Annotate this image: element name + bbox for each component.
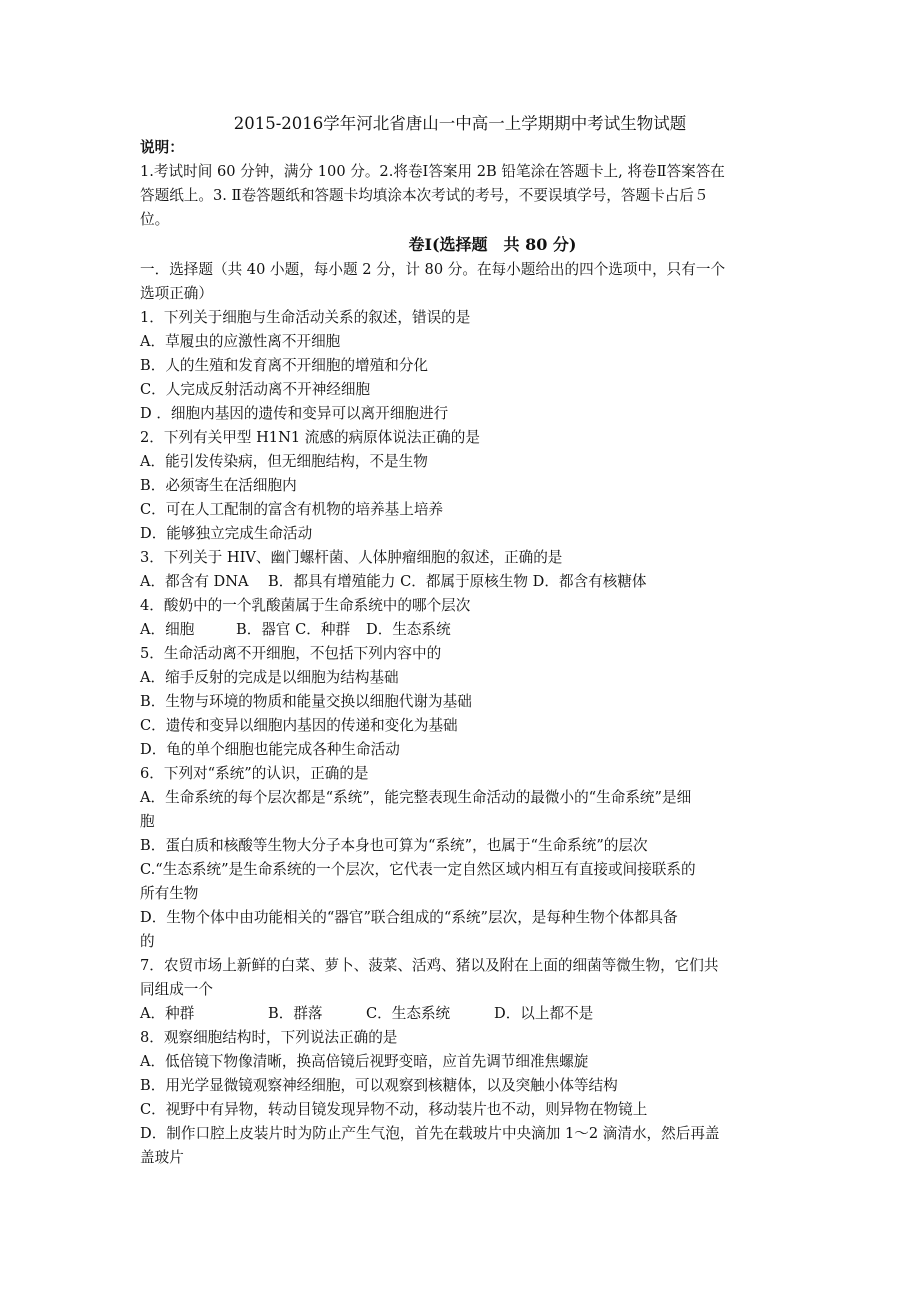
option-a: A．缩手反射的完成是以细胞为结构基础: [140, 669, 399, 686]
option-b: B．人的生殖和发育离不开细胞的增殖和分化: [140, 357, 429, 374]
option-c: C.“生态系统”是生命系统的一个层次，它代表一定自然区域内相互有直接或间接联系的: [140, 861, 696, 878]
question-stem: 4．酸奶中的一个乳酸菌属于生命系统中的哪个层次: [140, 597, 471, 614]
option-c: C．视野中有异物，转动目镜发现异物不动，移动装片也不动，则异物在物镜上: [140, 1101, 648, 1118]
option-a: A．能引发传染病，但无细胞结构，不是生物: [140, 453, 428, 470]
inline-options: [140, 618, 785, 642]
question-stem: 2．下列有关甲型 H1N1 流感的病原体说法正确的是: [140, 429, 480, 446]
option-c-continued: 所有生物: [140, 885, 199, 902]
option-c: C．生态系统: [366, 1005, 451, 1022]
option-a-continued: 胞: [140, 813, 155, 830]
exam-body: [140, 136, 785, 1170]
question-stem: 8．观察细胞结构时，下列说法正确的是: [140, 1029, 398, 1046]
inline-options: [140, 570, 785, 594]
option-c: C．人完成反射活动离不开神经细胞: [140, 381, 371, 398]
notes-line-2: 答题纸上。3. Ⅱ卷答题纸和答题卡均填涂本次考试的考号，不要误填学号，答题卡占后５: [140, 187, 709, 204]
question-5: [140, 642, 785, 762]
question-8: [140, 1026, 785, 1170]
inline-options: [140, 1002, 785, 1026]
option-a: A．都含有 DNA: [140, 573, 249, 590]
notes-line-3: 位。: [140, 211, 170, 228]
option-a: A．低倍镜下物像清晰，换高倍镜后视野变暗，应首先调节细准焦螺旋: [140, 1053, 589, 1070]
option-bcd: B．都具有增殖能力 C．都属于原核生物 D．都含有核糖体: [268, 573, 647, 590]
section-title: 卷Ⅰ(选择题 共 80 分): [408, 235, 577, 254]
option-bc: B．器官 C．种群: [236, 621, 351, 638]
option-a: A．细胞: [140, 621, 195, 638]
question-3: [140, 546, 785, 594]
question-stem: 1．下列关于细胞与生命活动关系的叙述，错误的是: [140, 309, 471, 326]
question-1: [140, 306, 785, 426]
option-a: A．生命系统的每个层次都是“系统”，能完整表现生命活动的最微小的“生命系统”是细: [140, 789, 692, 806]
option-d-continued: 的: [140, 933, 155, 950]
exam-title: 2015-2016学年河北省唐山一中高一上学期期中考试生物试题: [233, 114, 687, 133]
question-stem-continued: 同组成一个: [140, 981, 213, 998]
option-b: B．蛋白质和核酸等生物大分子本身也可算为“系统”，也属于“生命系统”的层次: [140, 837, 648, 854]
option-d: D．以上都不是: [494, 1005, 594, 1022]
question-stem: 5．生命活动离不开细胞，不包括下列内容中的: [140, 645, 442, 662]
question-stem: 6．下列对“系统”的认识，正确的是: [140, 765, 369, 782]
option-b: B．用光学显微镜观察神经细胞，可以观察到核糖体，以及突触小体等结构: [140, 1077, 618, 1094]
option-b: B．群落: [268, 1005, 323, 1022]
option-a: A．种群: [140, 1005, 195, 1022]
notes-line-1: 1.考试时间 60 分钟，满分 100 分。2.将卷Ⅰ答案用 2B 铅笔涂在答题卡上, 将卷Ⅱ答案答在: [140, 163, 725, 180]
option-a: A．草履虫的应激性离不开细胞: [140, 333, 341, 350]
option-d: D．生物个体中由功能相关的“器官”联合组成的“系统”层次，是每种生物个体都具备: [140, 909, 678, 926]
option-b: B．必须寄生在活细胞内: [140, 477, 297, 494]
question-stem: 3．下列关于 HIV、幽门螺杆菌、人体肿瘤细胞的叙述，正确的是: [140, 549, 563, 566]
option-b: B．生物与环境的物质和能量交换以细胞代谢为基础: [140, 693, 472, 710]
notes-label: 说明：: [140, 139, 184, 156]
question-4: [140, 594, 785, 642]
option-d: D．龟的单个细胞也能完成各种生命活动: [140, 741, 400, 758]
question-7: [140, 954, 785, 1026]
question-6: [140, 762, 785, 954]
option-d: D ．细胞内基因的遗传和变异可以离开细胞进行: [140, 405, 449, 422]
option-d: D．生态系统: [366, 621, 451, 638]
option-d-continued: 盖玻片: [140, 1149, 184, 1166]
section-instruction-2: 选项正确）: [140, 285, 213, 302]
option-c: C．可在人工配制的富含有机物的培养基上培养: [140, 501, 444, 518]
section-instruction-1: 一．选择题（共 40 小题，每小题 2 分，计 80 分。在每小题给出的四个选项中，只有一个: [140, 261, 726, 278]
option-d: D．能够独立完成生命活动: [140, 525, 313, 542]
option-c: C．遗传和变异以细胞内基因的传递和变化为基础: [140, 717, 458, 734]
question-2: [140, 426, 785, 546]
question-stem: 7．农贸市场上新鲜的白菜、萝卜、菠菜、活鸡、猪以及附在上面的细菌等微生物，它们共: [140, 957, 719, 974]
option-d: D．制作口腔上皮装片时为防止产生气泡，首先在载玻片中央滴加 1～2 滴清水，然后再盖: [140, 1125, 720, 1142]
